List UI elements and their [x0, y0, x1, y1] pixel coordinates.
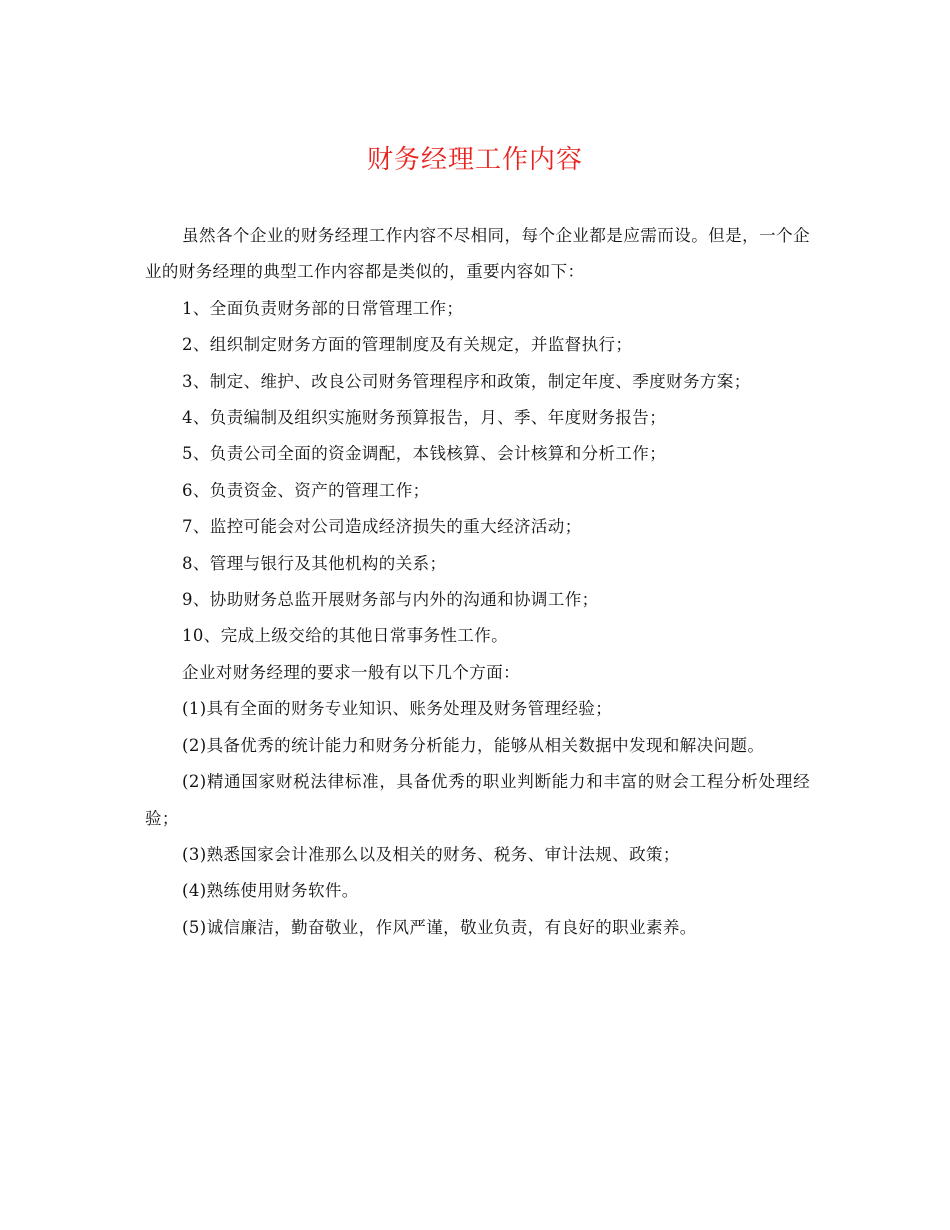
- intro-paragraph: 虽然各个企业的财务经理工作内容不尽相同，每个企业都是应需而设。但是，一个企业的财务经理的典型工作内容都是类似的，重要内容如下：: [145, 226, 810, 282]
- duty-item-4: 4、负责编制及组织实施财务预算报告，月、季、年度财务报告；: [182, 408, 667, 428]
- duty-item-3: 3、制定、维护、改良公司财务管理程序和政策，制定年度、季度财务方案；: [182, 371, 751, 391]
- requirement-item: (3)熟悉国家会计准那么以及相关的财务、税务、审计法规、政策；: [182, 844, 680, 864]
- duty-item-8: 8、管理与银行及其他机构的关系；: [182, 553, 447, 573]
- requirement-item: (2)具备优秀的统计能力和财务分析能力，能够从相关数据中发现和解决问题。: [182, 735, 765, 755]
- duty-item-5: 5、负责公司全面的资金调配，本钱核算、会计核算和分析工作；: [182, 444, 667, 464]
- duty-item-1: 1、全面负责财务部的日常管理工作；: [182, 298, 464, 318]
- duty-item-7: 7、监控可能会对公司造成经济损失的重大经济活动；: [182, 517, 582, 537]
- requirements-heading: 企业对财务经理的要求一般有以下几个方面：: [182, 662, 520, 682]
- duty-item-6: 6、负责资金、资产的管理工作；: [182, 480, 430, 500]
- duty-item-2: 2、组织制定财务方面的管理制度及有关规定，并监督执行；: [182, 335, 633, 355]
- duty-item-10: 10、完成上级交给的其他日常事务性工作。: [182, 626, 508, 646]
- requirement-item: (2)精通国家财税法律标准，具备优秀的职业判断能力和丰富的财会工程分析处理经验；: [145, 772, 810, 828]
- requirement-item: (1)具有全面的财务专业知识、账务处理及财务管理经验；: [182, 699, 613, 719]
- requirement-item: (4)熟练使用财务软件。: [182, 881, 359, 901]
- requirement-item: (5)诚信廉洁，勤奋敬业，作风严谨，敬业负责，有良好的职业素养。: [182, 917, 697, 937]
- page-title: 财务经理工作内容: [366, 145, 583, 175]
- document-body: [145, 218, 810, 946]
- duty-item-9: 9、协助财务总监开展财务部与内外的沟通和协调工作；: [182, 590, 599, 610]
